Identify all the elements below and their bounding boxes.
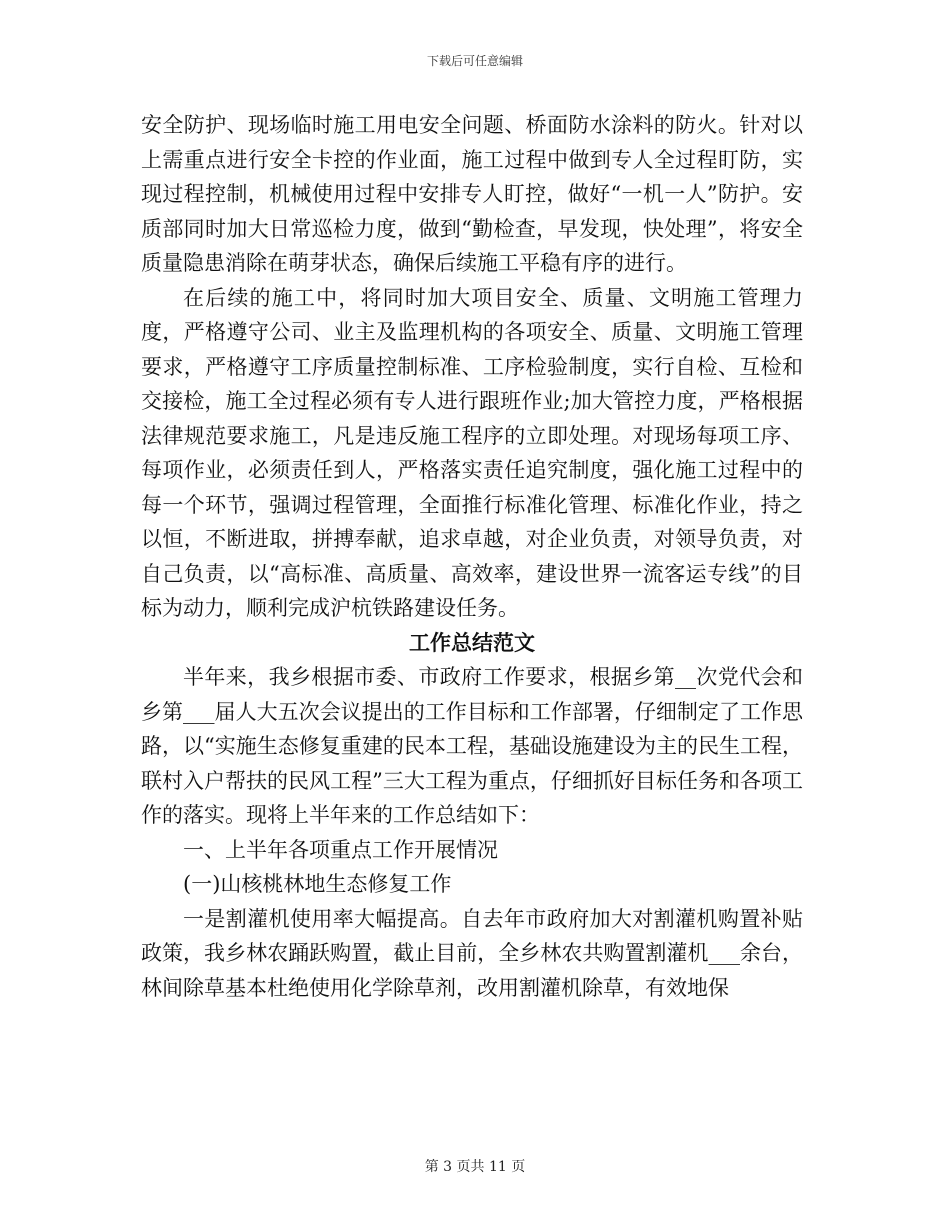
heading-walnut-forest: (一)山核桃林地生态修复工作 [183,872,452,896]
paragraph-brush-cutter: 一是割灌机使用率大幅提高。自去年市政府加大对割灌机购置补贴政策，我乡林农踊跃购置，截止目前，全乡林农共购置割灌机___余台，林间除草基本杜绝使用化学除草剂，改用割灌机除草，有效地保 [141,906,803,1000]
page-footer: 第 3 页共 11 页 [424,1159,526,1175]
paragraph-half-year-intro: 半年来，我乡根据市委、市政府工作要求，根据乡第__次党代会和乡第___届人大五次会议提出的工作目标和工作部署，仔细制定了工作思路，以“实施生态修复重建的民本工程，基础设施建设为主的民生工程，联村入户帮扶的民风工程”三大工程为重点，仔细抓好目标任务和各项工作的落实。现将上半年来的工作总结如下： [141,665,803,827]
page-header: 下载后可任意编辑 [426,54,523,68]
heading-key-work: 一、上半年各项重点工作开展情况 [183,837,498,862]
paragraph-safety-continued: 安全防护、现场临时施工用电安全问题、桥面防水涂料的防火。针对以上需重点进行安全卡控的作业面，施工过程中做到专人全过程盯防，实现过程控制，机械使用过程中安排专人盯控，做好“一机一人”防护。安质部同时加大日常巡检力度，做到“勤检查，早发现，快处理”，将安全质量隐患消除在萌芽状态，确保后续施工平稳有序的进行。 [141,113,803,275]
document-body [141,108,803,1005]
section-title: 工作总结范文 [409,629,535,655]
paragraph-follow-up-construction: 在后续的施工中，将同时加大项目安全、质量、文明施工管理力度，严格遵守公司、业主及监理机构的各项安全、质量、文明施工管理要求，严格遵守工序质量控制标准、工序检验制度，实行自检、互检和交接检，施工全过程必须有专人进行跟班作业;加大管控力度，严格根据法律规范要求施工，凡是违反施工程序的立即处理。对现场每项工序、每项作业，必须责任到人，严格落实责任追究制度，强化施工过程中的每一个环节，强调过程管理，全面推行标准化管理、标准化作业，持之以恒，不断进取，拼搏奉献，追求卓越，对企业负责，对领导负责，对自己负责，以“高标准、高质量、高效率，建设世界一流客运专线”的目标为动力，顺利完成沪杭铁路建设任务。 [141,285,803,620]
